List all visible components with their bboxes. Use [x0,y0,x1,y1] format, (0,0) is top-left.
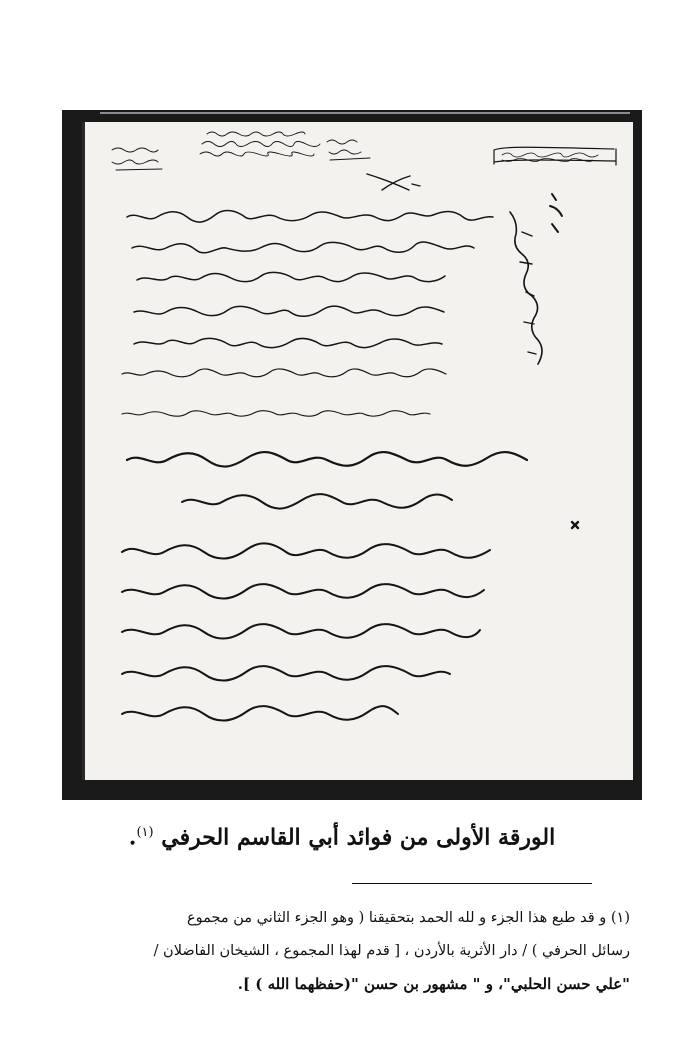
marginal-note-top-right [494,147,616,165]
caption-end-mark: . [128,824,137,851]
footnote-line-2: رسائل الحرفي ) / دار الأثرية بالأردن ، [ قدم لهذا المجموع ، الشيخان الفاضلان / [153,943,630,959]
folio-mark [367,174,420,190]
image-caption [60,818,624,852]
main-text-block [122,211,578,721]
footnote-separator [352,883,592,884]
footnote-line-1: (١) و قد طبع هذا الجزء و لله الحمد بتحقيقنا ( وهو الجزء الثاني من مجموع [187,910,630,926]
marginal-note-top-center [200,132,370,160]
footnote [60,902,630,1001]
marginal-note-top-left [112,148,162,170]
footnote-line-3: "علي حسن الحلبي"، و " مشهور بن حسن "(حفظهما الله ) ]. [237,975,630,993]
caption-text: الورقة الأولى من فوائد أبي القاسم الحرفي [161,824,556,851]
manuscript-image [82,122,630,780]
plate-top-edge [100,112,630,114]
caption-footnote-marker: (١) [136,825,154,840]
marginal-vertical-note-right [510,194,562,364]
